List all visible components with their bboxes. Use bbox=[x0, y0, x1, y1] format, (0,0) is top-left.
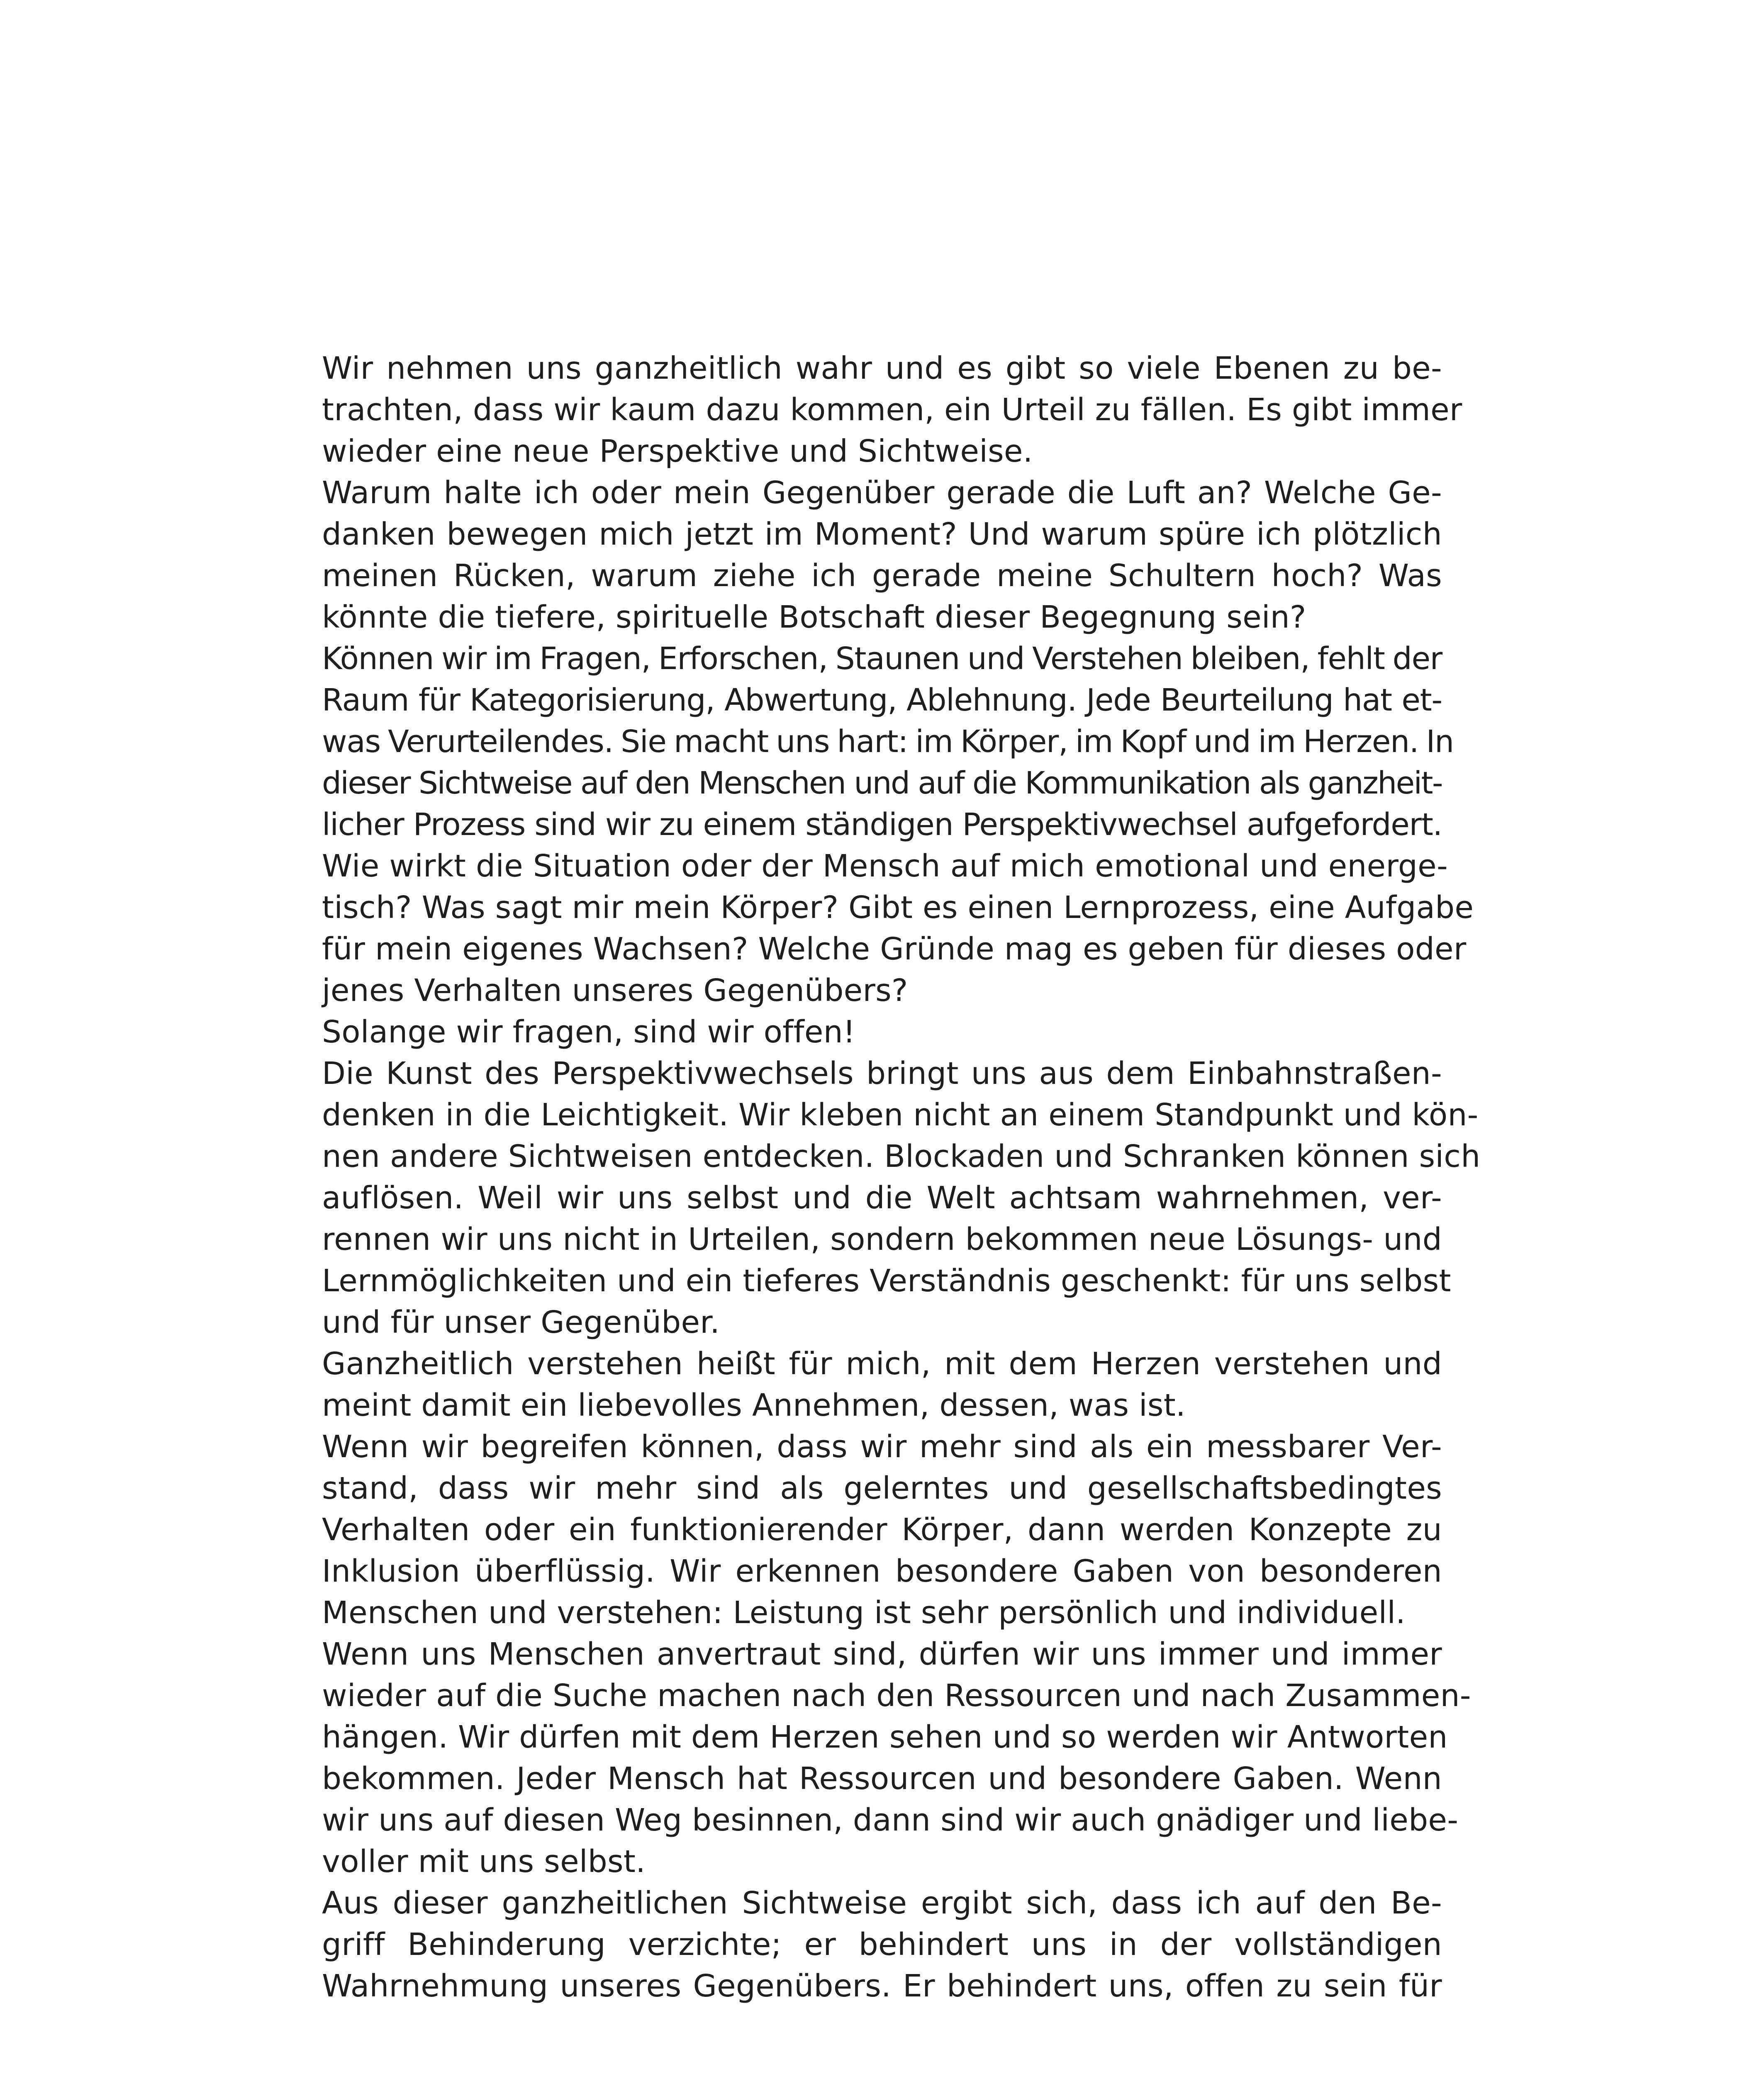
text-line: auflösen. Weil wir uns selbst und die Welt achtsam wahrnehmen, ver- bbox=[322, 1180, 1442, 1216]
text-line: wieder auf die Suche machen nach den Ressourcen und nach Zusammen- bbox=[322, 1678, 1471, 1714]
text-line: Lernmöglichkeiten und ein tieferes Verständnis geschenkt: für uns selbst bbox=[322, 1263, 1451, 1299]
text-line: Wenn wir begreifen können, dass wir mehr sind als ein messbarer Ver- bbox=[322, 1429, 1442, 1465]
text-line: griff Behinderung verzichte; er behindert uns in der vollständigen bbox=[322, 1927, 1442, 1962]
text-line: meinen Rücken, warum ziehe ich gerade meine Schultern hoch? Was bbox=[322, 558, 1442, 594]
text-line: hängen. Wir dürfen mit dem Herzen sehen und so werden wir Antworten bbox=[322, 1719, 1448, 1755]
text-line: wieder eine neue Perspektive und Sichtweise. bbox=[322, 433, 1033, 469]
text-line: Wenn uns Menschen anvertraut sind, dürfen wir uns immer und immer bbox=[322, 1636, 1442, 1672]
text-line: denken in die Leichtigkeit. Wir kleben nicht an einem Standpunkt und kön- bbox=[322, 1097, 1479, 1133]
text-line: Warum halte ich oder mein Gegenüber gerade die Luft an? Welche Ge- bbox=[322, 475, 1442, 511]
text-line: rennen wir uns nicht in Urteilen, sondern bekommen neue Lösungs- und bbox=[322, 1222, 1442, 1257]
text-line: Die Kunst des Perspektivwechsels bringt uns aus dem Einbahnstraßen- bbox=[322, 1056, 1442, 1091]
text-line: Wie wirkt die Situation oder der Mensch auf mich emotional und energe- bbox=[322, 848, 1448, 884]
body-text bbox=[322, 348, 1481, 2007]
text-line: und für unser Gegenüber. bbox=[322, 1305, 720, 1340]
text-line: Raum für Kategorisierung, Abwertung, Ablehnung. Jede Beurteilung hat et- bbox=[322, 682, 1442, 718]
text-line: stand, dass wir mehr sind als gelerntes und gesellschaftsbedingtes bbox=[322, 1470, 1442, 1506]
text-line: tisch? Was sagt mir mein Körper? Gibt es einen Lernprozess, eine Aufgabe bbox=[322, 890, 1474, 925]
text-line: Solange wir fragen, sind wir offen! bbox=[322, 1014, 855, 1050]
text-line: Können wir im Fragen, Erforschen, Staunen und Verstehen bleiben, fehlt der bbox=[322, 641, 1442, 677]
text-line: licher Prozess sind wir zu einem ständigen Perspektivwechsel aufgefordert. bbox=[322, 807, 1442, 842]
text-line: nen andere Sichtweisen entdecken. Blockaden und Schranken können sich bbox=[322, 1139, 1481, 1174]
text-line: Ganzheitlich verstehen heißt für mich, mit dem Herzen verstehen und bbox=[322, 1346, 1442, 1382]
text-line: jenes Verhalten unseres Gegenübers? bbox=[322, 973, 908, 1008]
text-line: voller mit uns selbst. bbox=[322, 1844, 646, 1879]
text-line: meint damit ein liebevolles Annehmen, dessen, was ist. bbox=[322, 1388, 1186, 1423]
text-line: Inklusion überflüssig. Wir erkennen besondere Gaben von besonderen bbox=[322, 1553, 1442, 1589]
text-line: trachten, dass wir kaum dazu kommen, ein Urteil zu fällen. Es gibt immer bbox=[322, 392, 1462, 428]
text-line: Verhalten oder ein funktionierender Körper, dann werden Konzepte zu bbox=[322, 1512, 1442, 1548]
text-line: könnte die tiefere, spirituelle Botschaft dieser Begegnung sein? bbox=[322, 599, 1306, 635]
text-line: was Verurteilendes. Sie macht uns hart: im Körper, im Kopf und im Herzen. In bbox=[322, 724, 1454, 759]
text-line: Menschen und verstehen: Leistung ist sehr persönlich und individuell. bbox=[322, 1595, 1406, 1631]
text-line: Wir nehmen uns ganzheitlich wahr und es gibt so viele Ebenen zu be- bbox=[322, 351, 1442, 386]
text-line: danken bewegen mich jetzt im Moment? Und warum spüre ich plötzlich bbox=[322, 516, 1442, 552]
text-line: wir uns auf diesen Weg besinnen, dann sind wir auch gnädiger und liebe- bbox=[322, 1802, 1459, 1838]
text-line: dieser Sichtweise auf den Menschen und auf die Kommunikation als ganzheit- bbox=[322, 765, 1442, 801]
text-line: bekommen. Jeder Mensch hat Ressourcen und besondere Gaben. Wenn bbox=[322, 1761, 1442, 1796]
text-line: für mein eigenes Wachsen? Welche Gründe mag es geben für dieses oder bbox=[322, 931, 1467, 967]
text-line: Wahrnehmung unseres Gegenübers. Er behindert uns, offen zu sein für bbox=[322, 1968, 1442, 2004]
text-line: Aus dieser ganzheitlichen Sichtweise ergibt sich, dass ich auf den Be- bbox=[322, 1885, 1442, 1921]
